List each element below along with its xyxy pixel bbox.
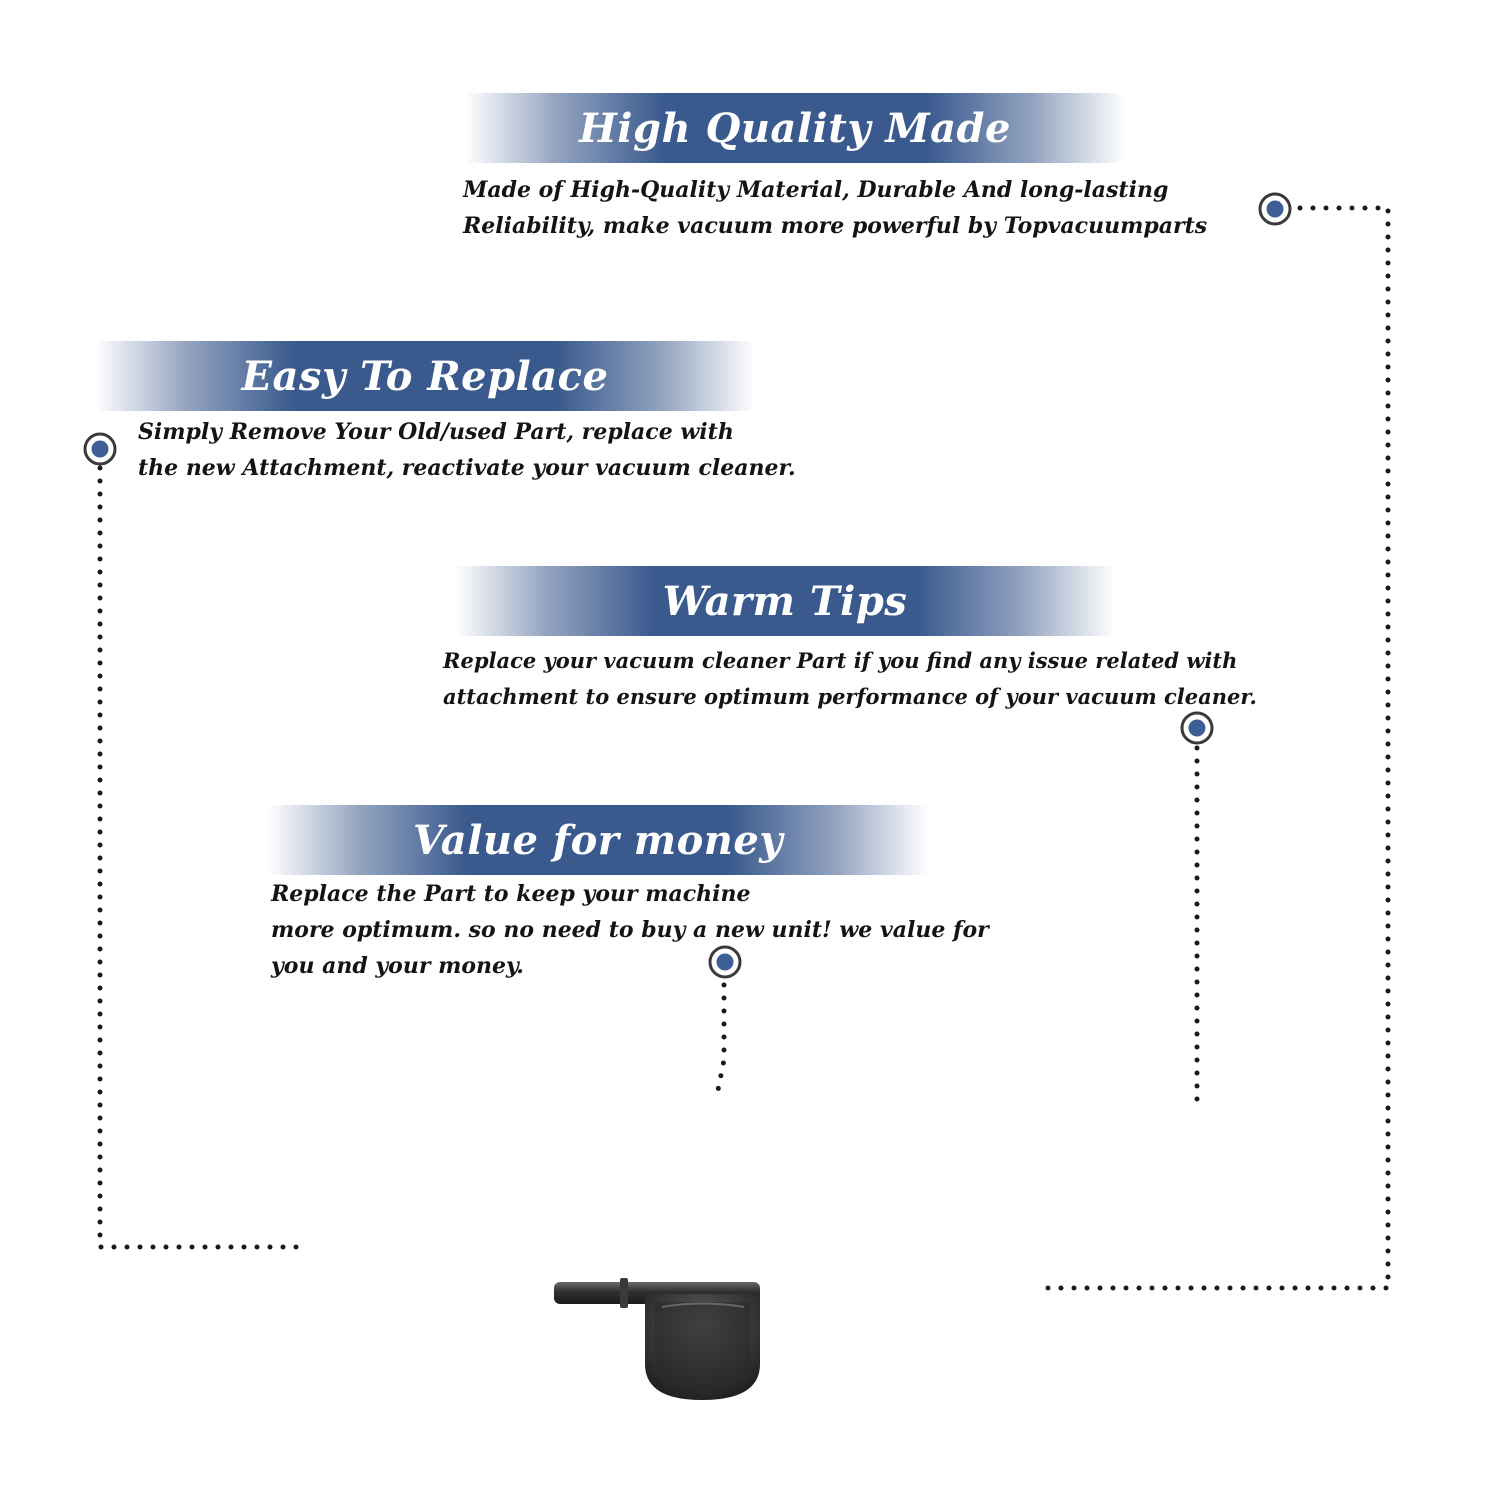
target-marker-icon [1260,194,1290,224]
feature-title: High Quality Made [579,104,1011,152]
description-line: you and your money. [271,953,524,979]
feature-description-high-quality [463,172,1207,244]
description-line: Reliability, make vacuum more powerful by Topvacuumparts [463,213,1208,239]
description-line: Made of High-Quality Material, Durable And long-lasting [463,177,1169,203]
feature-banner-high-quality [465,93,1125,163]
description-line: more optimum. so no need to buy a new unit! we value for [271,917,989,943]
feature-title: Easy To Replace [241,352,609,400]
vacuum-part-image [550,1272,765,1407]
feature-banner-value-money [268,805,928,875]
description-line: Replace the Part to keep your machine [271,881,751,907]
target-marker-icon [1182,713,1212,743]
feature-banner-warm-tips [455,566,1115,636]
connector-high-quality [1035,208,1388,1288]
feature-banner-easy-replace [95,341,755,411]
feature-title: Value for money [412,816,784,864]
feature-description-value-money [271,876,989,984]
target-marker-icon [85,434,115,464]
feature-title: Warm Tips [662,577,908,625]
description-line: Simply Remove Your Old/used Part, replace with [138,419,734,445]
connector-value-money [718,985,724,1090]
description-line: the new Attachment, reactivate your vacuum cleaner. [138,455,796,481]
feature-description-easy-replace [138,414,796,486]
description-line: attachment to ensure optimum performance of your vacuum cleaner. [443,684,1257,709]
description-line: Replace your vacuum cleaner Part if you find any issue related with [443,648,1238,673]
feature-description-warm-tips [443,643,1257,715]
